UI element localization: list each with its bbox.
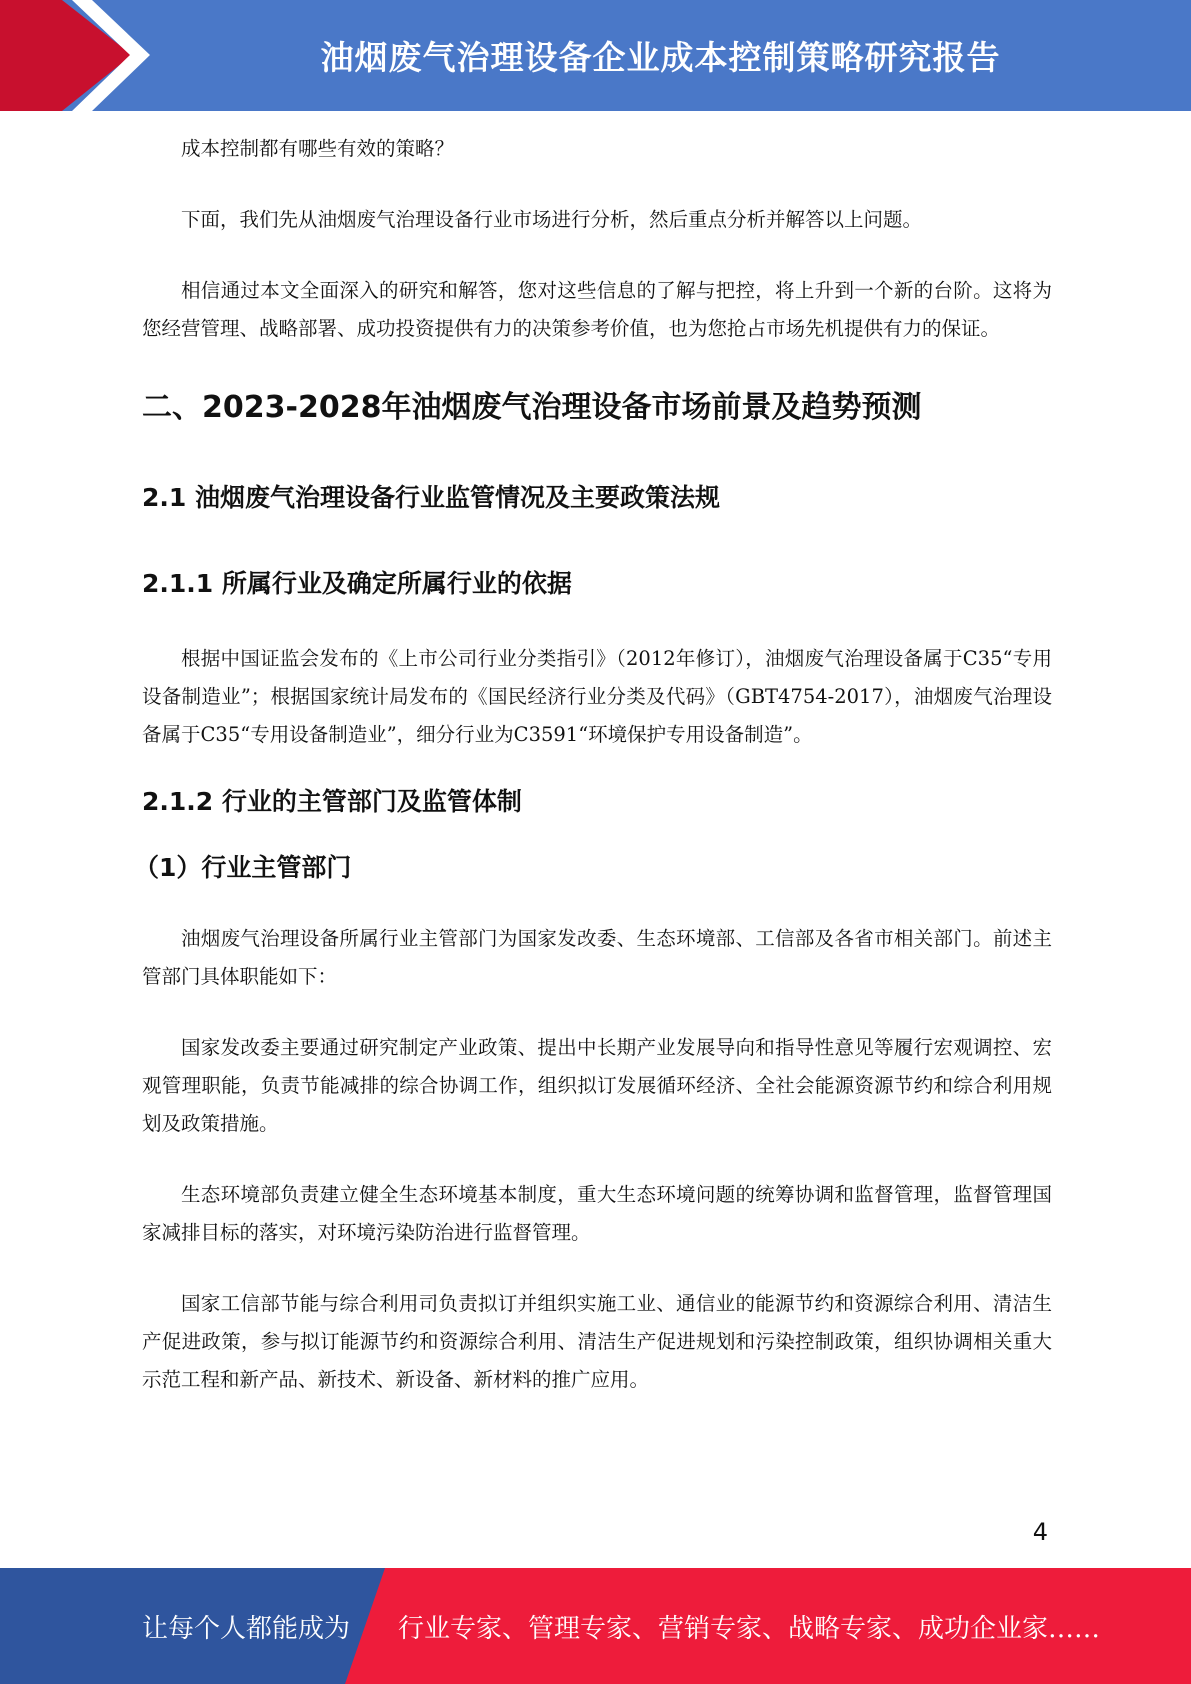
subsection-heading: 2.1 油烟废气治理设备行业监管情况及主要政策法规 (142, 483, 720, 512)
paragraph: 相信通过本文全面深入的研究和解答，您对这些信息的了解与把控，将上升到一个新的台阶。这将为您经营管理、战略部署、成功投资提供有力的决策参考价值，也为您抢占市场先机提供有力的保证。 (142, 279, 1052, 340)
paragraph: 根据中国证监会发布的《上市公司行业分类指引》（2012年修订），油烟废气治理设备属于C35“专用设备制造业”；根据国家统计局发布的《国民经济行业分类及代码》（GBT4754-2017），油烟废气治理设备属于C35“专用设备制造业”，细分行业为C3591“环境保护专用设备制造”。 (142, 647, 1052, 746)
paragraph: 国家工信部节能与综合利用司负责拟订并组织实施工业、通信业的能源节约和资源综合利用、清洁生产促进政策，参与拟订能源节约和资源综合利用、清洁生产促进规划和污染控制政策，组织协调相关重大示范工程和新产品、新技术、新设备、新材料的推广应用。 (142, 1292, 1052, 1391)
paragraph: 下面，我们先从油烟废气治理设备行业市场进行分析，然后重点分析并解答以上问题。 (181, 208, 923, 231)
page-header (0, 0, 1191, 111)
report-title: 油烟废气治理设备企业成本控制策略研究报告 (320, 38, 1001, 77)
item-heading: （1）行业主管部门 (134, 853, 352, 882)
paragraph: 成本控制都有哪些有效的策略？ (181, 137, 455, 160)
paragraph: 国家发改委主要通过研究制定产业政策、提出中长期产业发展导向和指导性意见等履行宏观调控、宏观管理职能，负责节能减排的综合协调工作，组织拟订发展循环经济、全社会能源资源节约和综合利用规划及政策措施。 (142, 1036, 1052, 1135)
footer-slogan-right: 行业专家、管理专家、营销专家、战略专家、成功企业家…… (398, 1613, 1101, 1644)
paragraph: 生态环境部负责建立健全生态环境基本制度，重大生态环境问题的统筹协调和监督管理，监督管理国家减排目标的落实，对环境污染防治进行监督管理。 (142, 1183, 1052, 1244)
footer-slogan-left: 让每个人都能成为 (142, 1613, 351, 1644)
section-heading: 二、2023-2028年油烟废气治理设备市场前景及趋势预测 (142, 390, 922, 425)
page-footer (0, 1568, 1191, 1684)
document-body (134, 130, 1052, 1432)
page-number: 4 (1032, 1518, 1048, 1546)
subsubsection-heading: 2.1.2 行业的主管部门及监管体制 (142, 787, 522, 816)
paragraph: 油烟废气治理设备所属行业主管部门为国家发改委、生态环境部、工信部及各省市相关部门。前述主管部门具体职能如下： (142, 927, 1052, 988)
subsubsection-heading: 2.1.1 所属行业及确定所属行业的依据 (142, 569, 572, 598)
